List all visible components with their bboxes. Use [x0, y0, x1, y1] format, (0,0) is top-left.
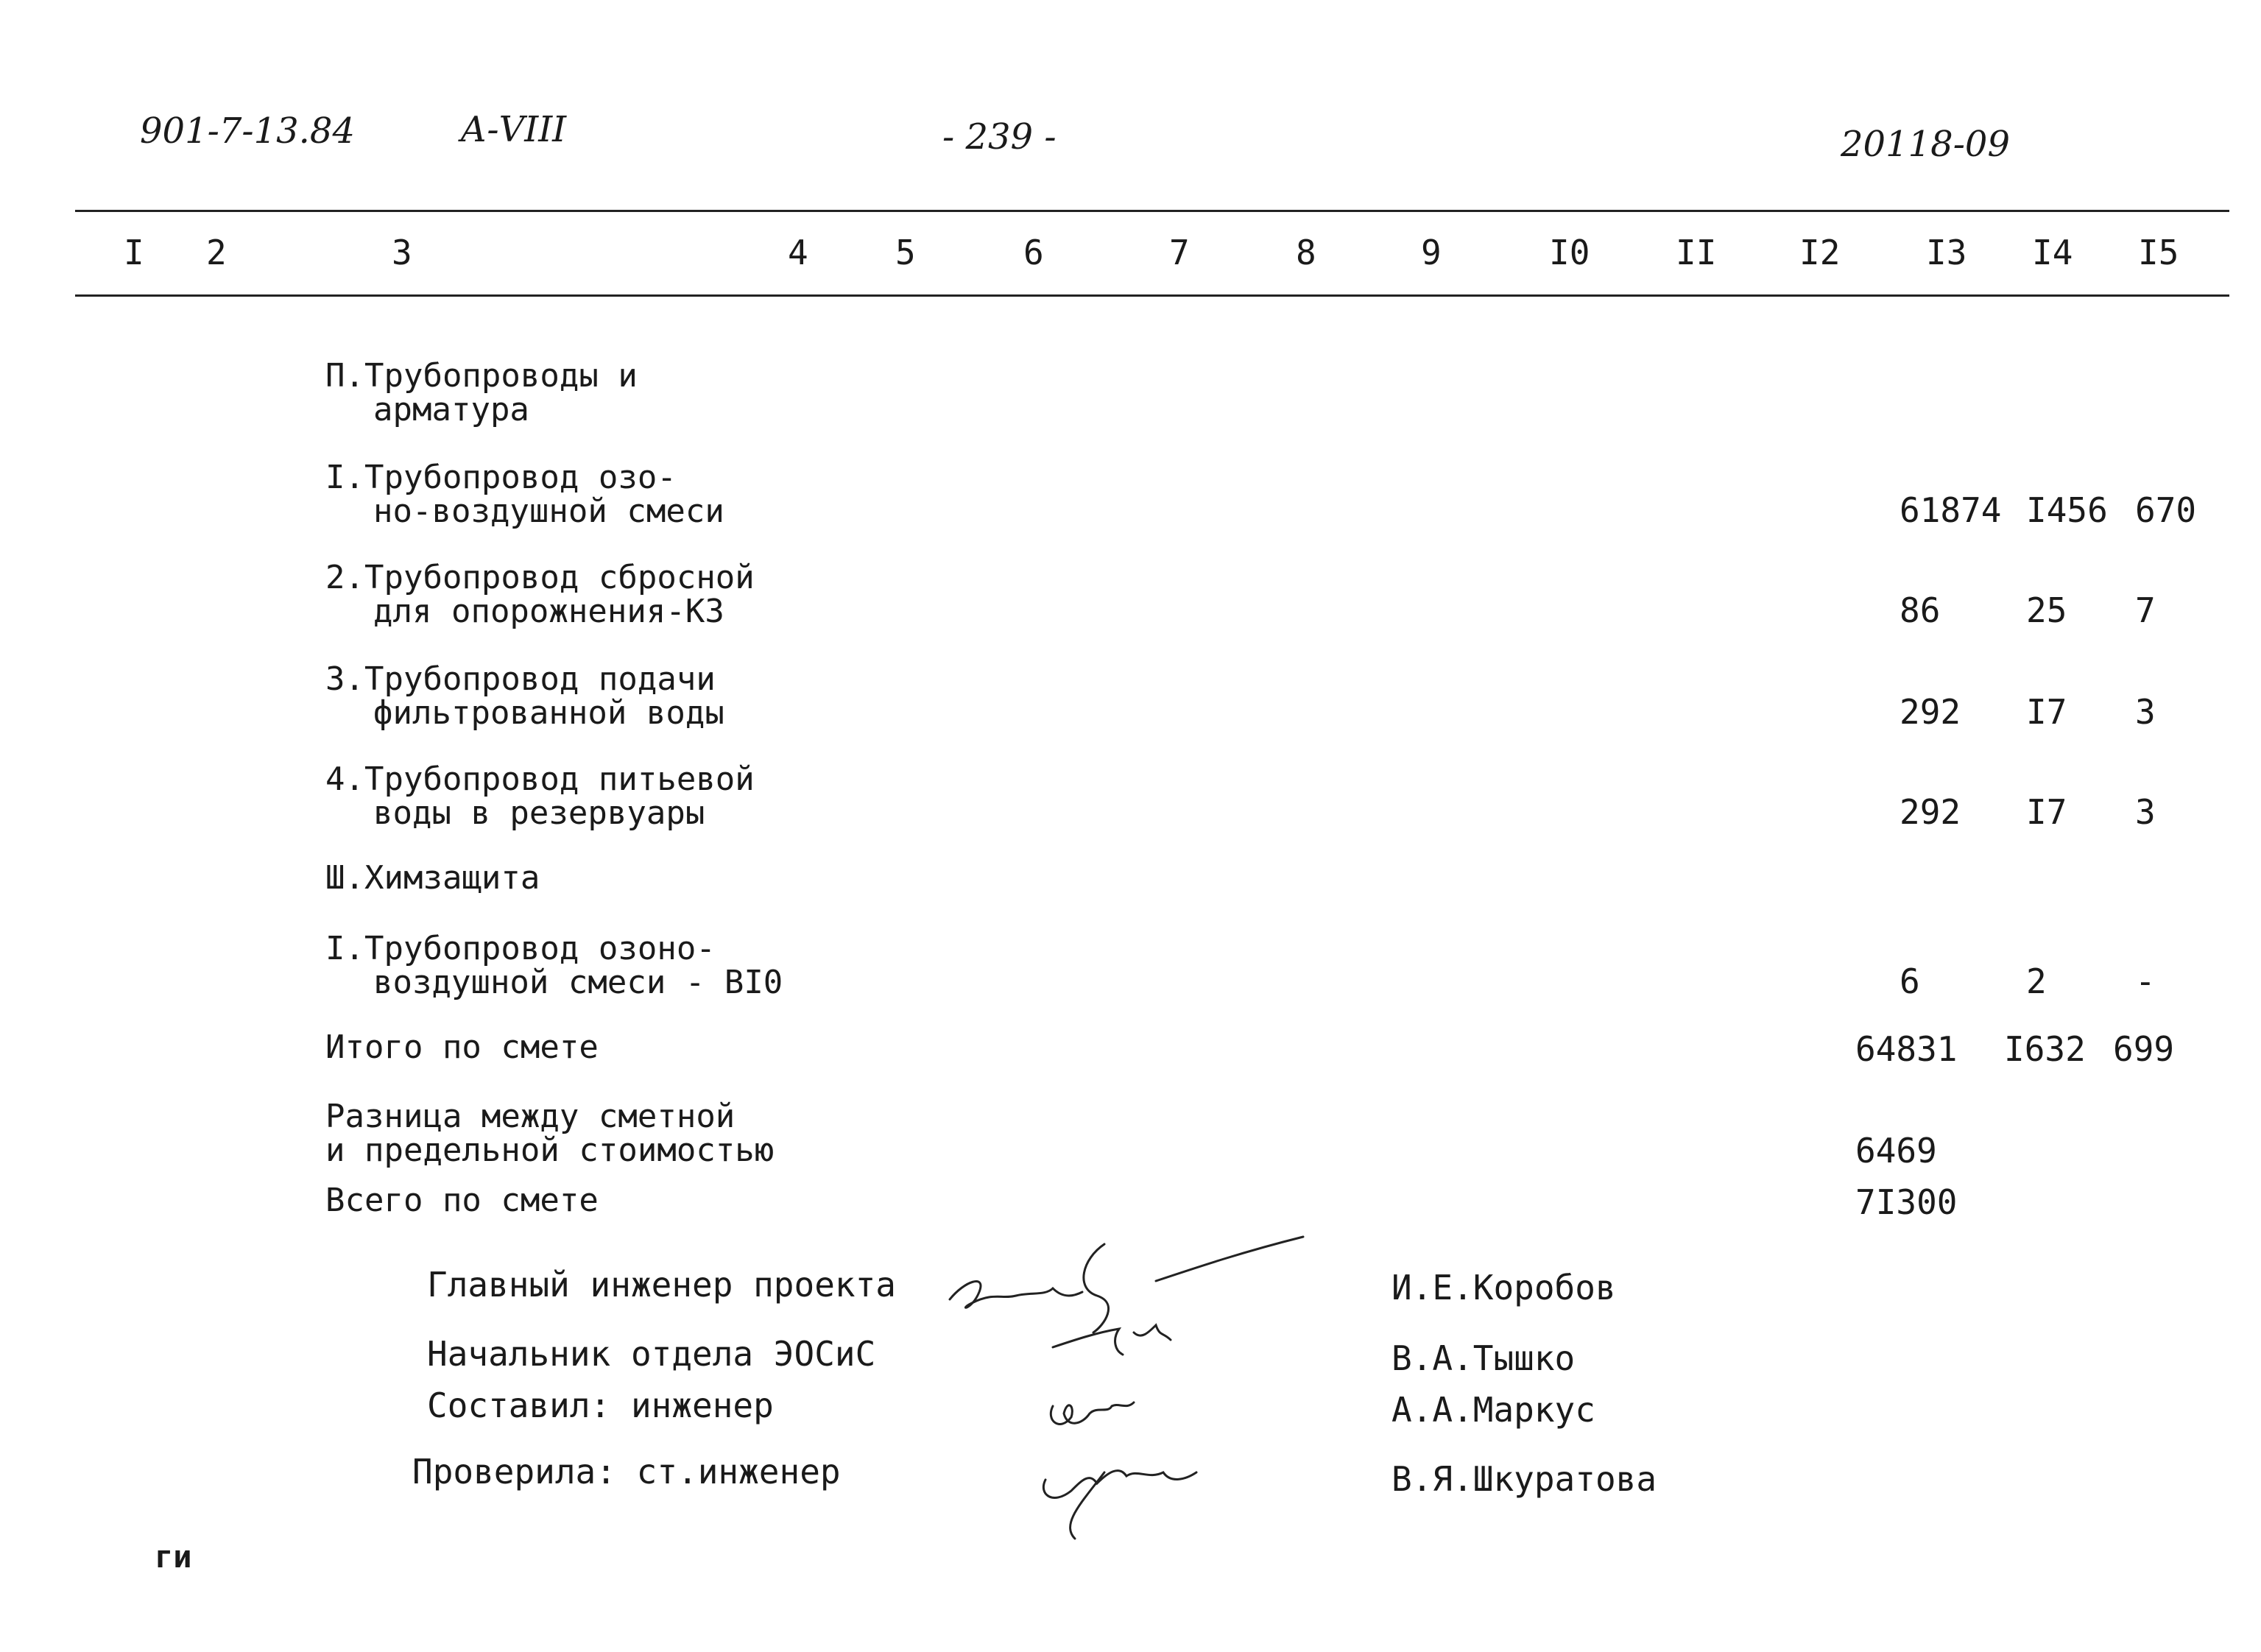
page-number: - 239 - [942, 116, 1057, 158]
section-heading: Ш.Химзащита [325, 859, 540, 897]
cell-value: 61874 [1900, 490, 2002, 530]
cell-value: 25 [2026, 590, 2067, 630]
total-value: I632 [2004, 1029, 2086, 1069]
column-number: I4 [2032, 233, 2073, 272]
signer-role: Начальник отдела ЭОСиС [427, 1334, 876, 1374]
signer-name: И.Е.Коробов [1391, 1268, 1616, 1307]
difference-label: Разница между сметной и предельной стоимостью [325, 1098, 775, 1169]
section-heading: П.Трубопроводы и арматура [325, 357, 638, 428]
cell-value: 6 [1900, 961, 1920, 1001]
difference-value: 6469 [1855, 1131, 1937, 1171]
column-number: I [124, 233, 144, 272]
column-number: I2 [1799, 233, 1841, 272]
column-number: 3 [392, 233, 412, 272]
footer-mark: ги [155, 1539, 192, 1575]
signer-name: В.Я.Шкуратова [1391, 1459, 1657, 1499]
signer-role: Проверила: ст.инженер [412, 1452, 841, 1492]
table-row-label: I.Трубопровод озо- но-воздушной смеси [325, 459, 724, 530]
album-number: А-VIII [460, 109, 567, 150]
cell-value: 3 [2135, 792, 2156, 832]
cell-value: - [2135, 961, 2156, 1001]
cell-value: I7 [2026, 692, 2067, 732]
archive-stamp: 20118-09 [1841, 124, 2010, 165]
column-number: I5 [2138, 233, 2179, 272]
cell-value: 670 [2135, 490, 2197, 530]
grand-total-value: 7I300 [1855, 1182, 1958, 1222]
cell-value: 7 [2135, 590, 2156, 630]
cell-value: 292 [1900, 692, 1961, 732]
cell-value: 2 [2026, 961, 2047, 1001]
cell-value: 3 [2135, 692, 2156, 732]
column-number: 7 [1169, 233, 1190, 272]
column-number: 6 [1023, 233, 1044, 272]
grand-total-label: Всего по смете [325, 1182, 599, 1219]
column-number: 2 [206, 233, 227, 272]
header-top-rule [75, 210, 2229, 212]
table-row-label: I.Трубопровод озоно- воздушной смеси - ВI0 [325, 930, 783, 1001]
signer-name: А.А.Маркус [1391, 1390, 1595, 1430]
table-row-label: 3.Трубопровод подачи фильтрованной воды [325, 660, 724, 732]
signer-role: Составил: инженер [427, 1386, 774, 1425]
column-number: II [1676, 233, 1717, 272]
signer-role: Главный инженер проекта [427, 1265, 896, 1305]
document-code: 901-7-13.84 [140, 110, 356, 152]
cell-value: I7 [2026, 792, 2067, 832]
cell-value: 86 [1900, 590, 1941, 630]
handwritten-signatures [935, 1229, 1333, 1553]
total-value: 699 [2113, 1029, 2175, 1069]
cell-value: I456 [2026, 490, 2108, 530]
cell-value: 292 [1900, 792, 1961, 832]
header-bottom-rule [75, 294, 2229, 297]
table-row-label: 4.Трубопровод питьевой воды в резервуары [325, 760, 755, 832]
column-number: 9 [1421, 233, 1442, 272]
signer-name: В.А.Тышко [1391, 1338, 1576, 1378]
total-label: Итого по смете [325, 1028, 599, 1066]
total-value: 64831 [1855, 1029, 1958, 1069]
column-number: 5 [895, 233, 916, 272]
column-number: I0 [1549, 233, 1590, 272]
table-row-label: 2.Трубопровод сбросной для опорожнения-К3 [325, 559, 755, 630]
column-number: 4 [788, 233, 808, 272]
column-number: 8 [1296, 233, 1316, 272]
column-number: I3 [1926, 233, 1967, 272]
